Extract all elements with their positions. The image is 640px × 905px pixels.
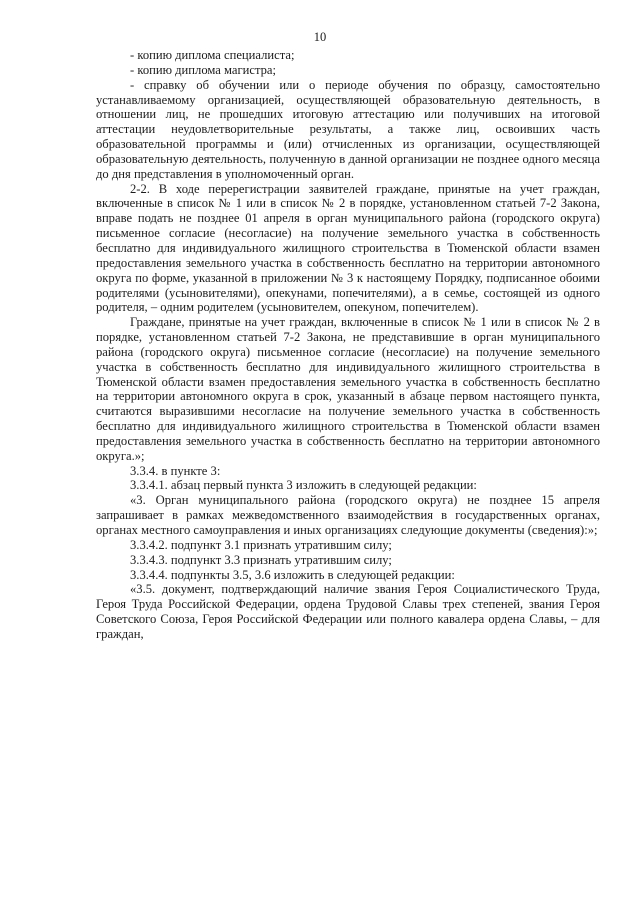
paragraph-item-3: «3. Орган муниципального района (городского округа) не позднее 15 апреля запрашивает в рамках межведомственного взаимодействия в государственных органах, органах местного самоуправления и иных организациях следующие документы (сведения):»; <box>96 493 600 537</box>
paragraph-item-3-5: «3.5. документ, подтверждающий наличие звания Героя Социалистического Труда, Героя Труда Российской Федерации, ордена Трудовой Славы трех степеней, звания Героя Советского Союза, Героя Российской Федерации или полного кавалера ордена Славы, – для граждан, <box>96 582 600 641</box>
clause-3-3-4-1: 3.3.4.1. абзац первый пункта 3 изложить в следующей редакции: <box>130 478 477 493</box>
list-item-study-certificate: - справку об обучении или о периоде обучения по образцу, самостоятельно устанавливаемому организацией, осуществляющей образовательную деятельность, в отношении лиц, не прошедших итоговую аттестацию или получивших на итоговой аттестации неудовлетворительные результаты, а также лиц, освоивших часть образовательной программы и (или) отчисленных из организации, осуществляющей образовательную деятельность, полученную в данной организации не позднее одного месяца до дня представления в уполномоченный орган. <box>96 77 600 181</box>
list-item-specialist-diploma: - копию диплома специалиста; <box>130 48 295 62</box>
list-item-master-diploma: - копию диплома магистра; <box>130 62 277 77</box>
clause-3-3-4-4: 3.3.4.4. подпункты 3.5, 3.6 изложить в следующей редакции: <box>130 567 455 582</box>
document-body <box>96 48 600 642</box>
clause-3-3-4-3: 3.3.4.3. подпункт 3.3 признать утратившим силу; <box>130 552 392 567</box>
paragraph-2-2: 2-2. В ходе перерегистрации заявителей граждане, принятые на учет граждан, включенные в список № 1 или в список № 2 в порядке, установленном статьей 7-2 Закона, вправе подать не позднее 01 апреля в орган муниципального района (городского округа) письменное согласие (несогласие) на получение земельного участка в собственность бесплатно для индивидуального жилищного строительства в Тюменской области взамен предоставления земельного участка в собственность бесплатно на территории автономного округа по форме, указанной в приложении № 3 к настоящему Порядку, подписанное обоими родителями (усыновителями), опекунами, попечителями), а в семье, состоящей из одного родителя, – одним родителем (усыновителем, опекуном, попечителем). <box>96 181 600 315</box>
page-number: 10 <box>313 30 327 44</box>
clause-3-3-4: 3.3.4. в пункте 3: <box>130 463 221 478</box>
clause-3-3-4-2: 3.3.4.2. подпункт 3.1 признать утратившим силу; <box>130 537 392 552</box>
paragraph-citizens-not-submitted: Граждане, принятые на учет граждан, включенные в список № 1 или в список № 2 в порядке, установленном статьей 7-2 Закона, не представившие в орган муниципального района (городского округа) письменное согласие (несогласие) на получение земельного участка в собственность бесплатно для индивидуального жилищного строительства в Тюменской области взамен предоставления земельного участка в собственность бесплатно на территории автономного округа в срок, указанный в абзаце первом настоящего пункта, считаются выразившими несогласие на получение земельного участка в собственность бесплатно для индивидуального жилищного строительства в Тюменской области взамен предоставления земельного участка в собственность бесплатно на территории автономного округа.»; <box>96 315 600 463</box>
